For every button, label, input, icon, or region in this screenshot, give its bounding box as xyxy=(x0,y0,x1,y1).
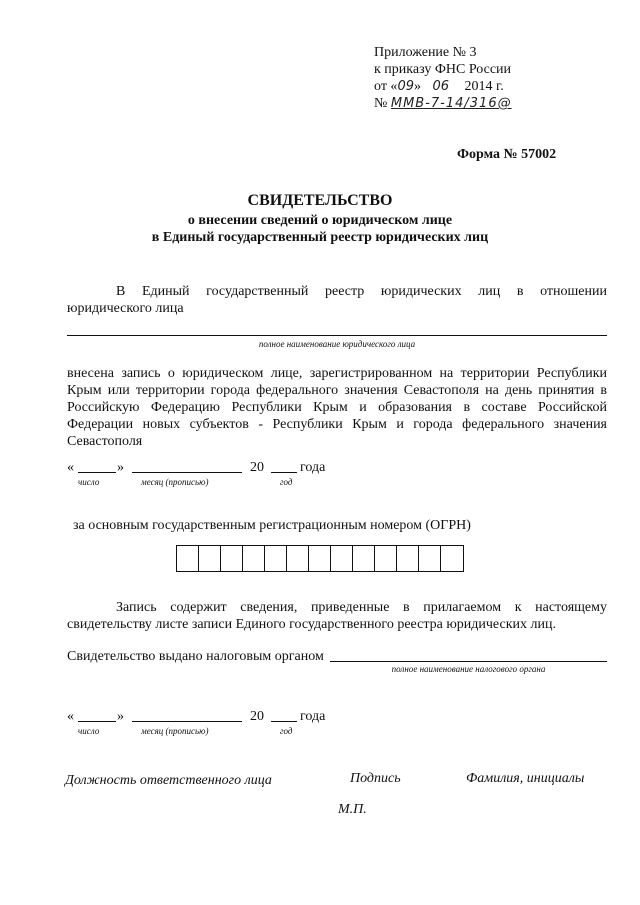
date-caption-year-1: год xyxy=(280,477,293,487)
ogrn-cell[interactable] xyxy=(199,546,221,571)
ogrn-cell[interactable] xyxy=(309,546,331,571)
ogrn-cell[interactable] xyxy=(353,546,375,571)
date-caption-year-2: год xyxy=(280,726,293,736)
date-caption-month-1: месяц (прописью) xyxy=(141,477,209,487)
intro-line-1: В Единый государственный реестр юридических лиц в отношении xyxy=(116,284,607,299)
order-number-value: ММВ-7-14/316@ xyxy=(390,96,512,111)
date-year-suffix-2: года xyxy=(300,709,326,724)
order-date-year: 2014 г. xyxy=(464,79,504,94)
ogrn-cell[interactable] xyxy=(331,546,353,571)
ogrn-cell[interactable] xyxy=(221,546,243,571)
ogrn-boxes[interactable] xyxy=(176,545,464,572)
date-month-field-2[interactable] xyxy=(132,721,242,722)
document-subtitle-2: в Единый государственный реестр юридических лиц xyxy=(151,230,489,245)
order-date xyxy=(374,78,504,95)
date-close-quote-2: » xyxy=(117,709,124,724)
record-line-3: Российскую Федерацию Республики Крым и образования в составе Российской xyxy=(67,400,607,415)
date-year-prefix-1: 20 xyxy=(250,460,264,475)
date-close-quote-1: » xyxy=(117,460,124,475)
ogrn-cell[interactable] xyxy=(243,546,265,571)
date-day-field-1[interactable] xyxy=(78,472,116,473)
full-name-label: Фамилия, инициалы xyxy=(466,771,585,786)
ogrn-cell[interactable] xyxy=(375,546,397,571)
ogrn-label: за основным государственным регистрационным номером (ОГРН) xyxy=(73,518,471,533)
record-contains-line-1: Запись содержит сведения, приведенные в прилагаемом к настоящему xyxy=(116,600,607,615)
date-caption-day-2: число xyxy=(78,726,100,736)
record-contains-line-2: свидетельству листе записи Единого государственного реестра юридических лиц. xyxy=(67,617,556,632)
date-day-field-2[interactable] xyxy=(78,721,116,722)
order-reference: к приказу ФНС России xyxy=(374,62,512,77)
issued-by-label: Свидетельство выдано налоговым органом xyxy=(67,649,324,664)
ogrn-cell[interactable] xyxy=(287,546,309,571)
tax-authority-caption: полное наименование налогового органа xyxy=(391,664,546,674)
ogrn-cell[interactable] xyxy=(419,546,441,571)
record-line-2: Крым или территории города федерального значения Севастополя на день принятия в xyxy=(67,383,607,398)
legal-name-line[interactable] xyxy=(67,335,607,336)
date-year-field-2[interactable] xyxy=(271,721,297,722)
stamp-placeholder: М.П. xyxy=(338,802,367,817)
order-date-quote: » xyxy=(413,79,421,94)
record-line-4: Федерации новых субъектов - Республики Крым и города федерального значения xyxy=(67,417,607,432)
official-position-label: Должность ответственного лица xyxy=(65,773,272,788)
date-year-field-1[interactable] xyxy=(271,472,297,473)
form-number: Форма № 57002 xyxy=(457,147,557,162)
record-line-5: Севастополя xyxy=(67,434,143,449)
date-year-prefix-2: 20 xyxy=(250,709,264,724)
record-line-1: внесена запись о юридическом лице, зарегистрированном на территории Республики xyxy=(67,366,607,381)
ogrn-cell[interactable] xyxy=(265,546,287,571)
order-date-day: 09 xyxy=(397,79,414,94)
order-date-month: 06 xyxy=(432,79,450,94)
date-caption-day-1: число xyxy=(78,477,100,487)
document-subtitle-1: о внесении сведений о юридическом лице xyxy=(187,213,453,228)
date-month-field-1[interactable] xyxy=(132,472,242,473)
ogrn-cell[interactable] xyxy=(177,546,199,571)
document-title: СВИДЕТЕЛЬСТВО xyxy=(247,192,393,209)
appendix-number: Приложение № 3 xyxy=(374,45,477,60)
order-number-prefix: № xyxy=(374,96,388,111)
date-open-quote-1: « xyxy=(67,460,74,475)
legal-name-caption: полное наименование юридического лица xyxy=(258,339,416,349)
date-caption-month-2: месяц (прописью) xyxy=(141,726,209,736)
ogrn-cell[interactable] xyxy=(441,546,463,571)
date-open-quote-2: « xyxy=(67,709,74,724)
order-date-prefix: от « xyxy=(374,79,398,94)
order-number xyxy=(374,95,512,112)
intro-line-2: юридического лица xyxy=(67,301,184,316)
tax-authority-line[interactable] xyxy=(330,661,607,662)
date-year-suffix-1: года xyxy=(300,460,326,475)
ogrn-cell[interactable] xyxy=(397,546,419,571)
signature-label: Подпись xyxy=(350,771,401,786)
